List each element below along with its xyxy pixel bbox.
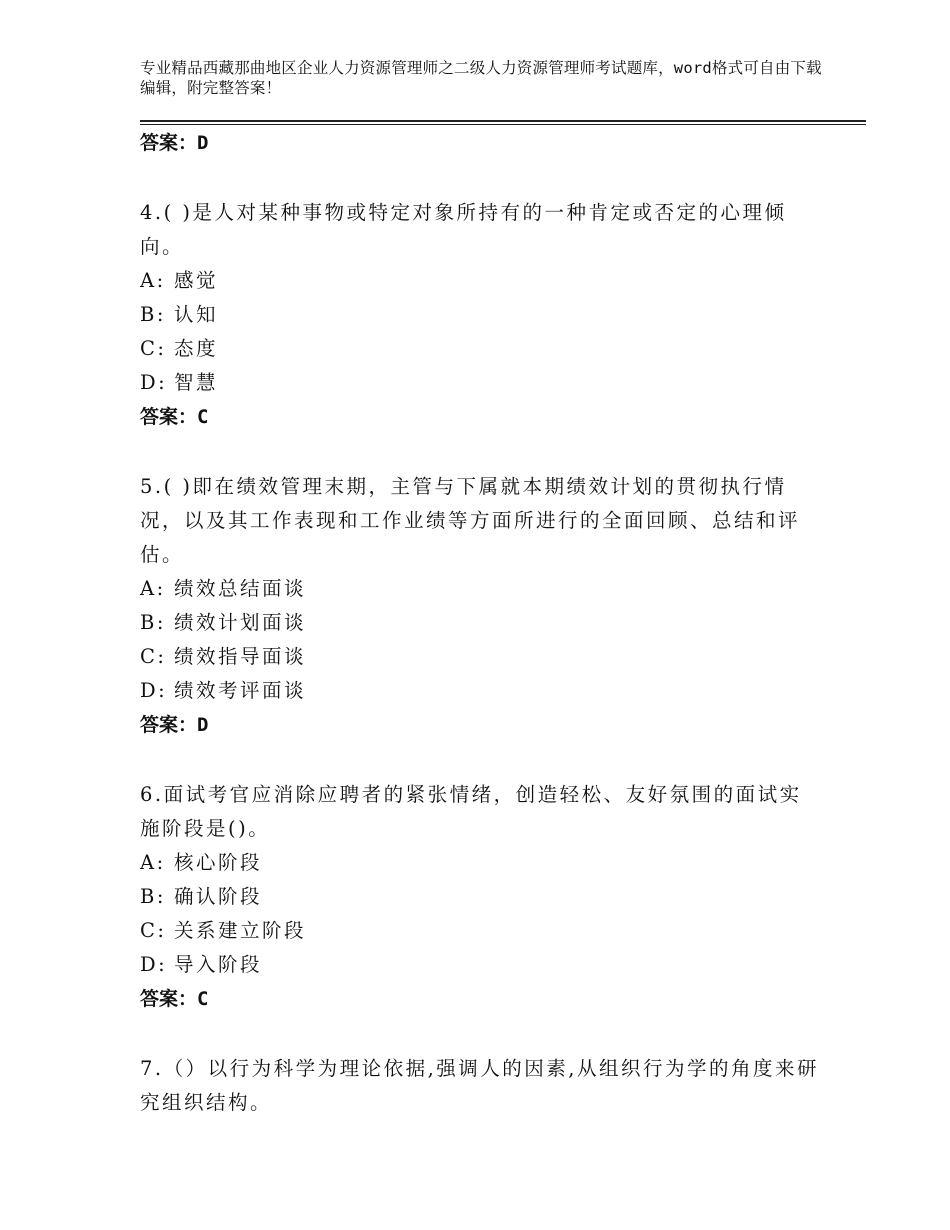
option-letter: D: — [140, 679, 168, 702]
page-header: 专业精品西藏那曲地区企业人力资源管理师之二级人力资源管理师考试题库，word格式可自由下载编辑，附完整答案！ — [140, 59, 822, 97]
option-item — [140, 640, 820, 674]
option-letter: D: — [140, 953, 168, 976]
option-text: 绩效指导面谈 — [174, 645, 307, 668]
option-letter: D: — [140, 371, 168, 394]
option-item — [140, 606, 820, 640]
option-text: 智慧 — [174, 371, 219, 394]
option-text: 认知 — [174, 303, 219, 326]
option-item — [140, 572, 820, 606]
option-letter: C: — [140, 645, 167, 668]
option-item — [140, 674, 820, 708]
option-text: 核心阶段 — [174, 851, 263, 874]
option-letter: B: — [140, 611, 166, 634]
header-divider-thick — [140, 120, 866, 122]
question-text: 6.面试考官应消除应聘者的紧张情绪，创造轻松、友好氛围的面试实施阶段是()。 — [140, 783, 802, 840]
answer-line: 答案：D — [140, 132, 209, 154]
answer-line: 答案：C — [140, 988, 209, 1010]
answer-line: 答案：D — [140, 714, 209, 736]
option-item — [140, 264, 820, 298]
option-letter: B: — [140, 303, 166, 326]
option-letter: C: — [140, 337, 167, 360]
option-text: 绩效计划面谈 — [174, 611, 307, 634]
question-text: 5.( )即在绩效管理末期，主管与下属就本期绩效计划的贯彻执行情况，以及其工作表现和工作业绩等方面所进行的全面回顾、总结和评估。 — [140, 475, 801, 566]
option-item — [140, 880, 820, 914]
option-item — [140, 366, 820, 400]
option-letter: C: — [140, 919, 167, 942]
option-text: 绩效考评面谈 — [174, 679, 307, 702]
answer-line: 答案：C — [140, 406, 209, 428]
option-letter: A: — [140, 269, 166, 292]
option-text: 态度 — [174, 337, 219, 360]
option-letter: A: — [140, 577, 166, 600]
option-item — [140, 948, 820, 982]
option-item — [140, 298, 820, 332]
option-text: 确认阶段 — [174, 885, 263, 908]
option-text: 导入阶段 — [174, 953, 263, 976]
question-text: 7.（）以行为科学为理论依据,强调人的因素,从组织行为学的角度来研究组织结构。 — [140, 1057, 820, 1114]
option-item — [140, 332, 820, 366]
option-text: 感觉 — [174, 269, 219, 292]
option-text: 绩效总结面谈 — [174, 577, 307, 600]
option-letter: B: — [140, 885, 166, 908]
header-divider-thin — [140, 124, 866, 125]
question-list — [140, 126, 820, 1120]
question-text: 4.( )是人对某种事物或特定对象所持有的一种肯定或否定的心理倾向。 — [140, 201, 787, 258]
option-item — [140, 846, 820, 880]
option-letter: A: — [140, 851, 166, 874]
option-text: 关系建立阶段 — [174, 919, 307, 942]
option-item — [140, 914, 820, 948]
